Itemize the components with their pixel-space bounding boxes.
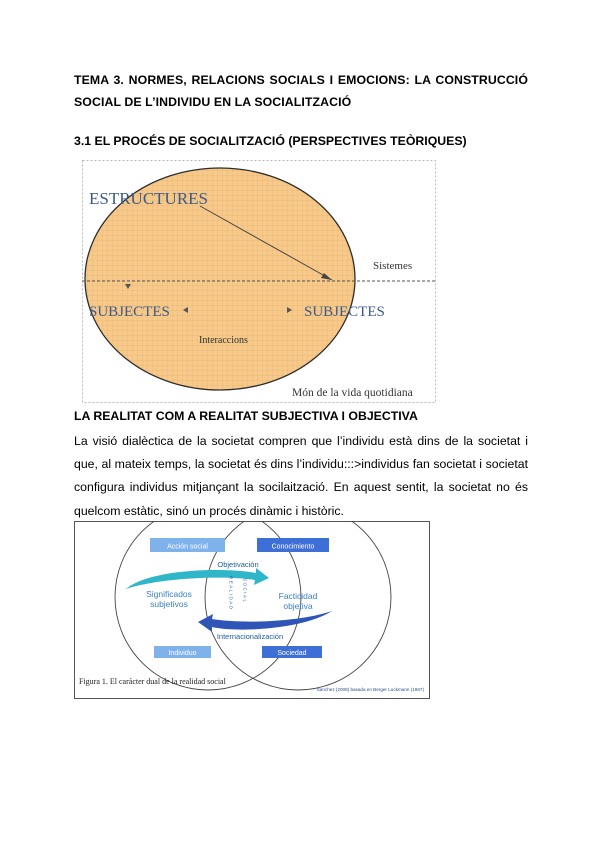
label-conocimiento: Conocimiento: [271, 543, 315, 551]
label-subjectes-left: SUBJECTES: [89, 304, 170, 320]
label-sociedad: Sociedad: [277, 650, 307, 657]
label-social-vertical: SOCIAL: [242, 578, 248, 604]
figure2-border: [75, 522, 430, 699]
section2-heading: LA REALITAT COM A REALITAT SUBJECTIVA I OBJECTIVA: [74, 409, 418, 423]
section2-paragraph: La visió dialèctica de la societat compren que l’individu està dins de la societat i que, al mateix temps, la societat és dins l’individu:::>individus fan societat i societat configura individus mitjançant la socilaització. En aquest sentit, la societat no és quelcom estàtic, sinó un procés dinàmic i històric.: [74, 434, 528, 518]
label-mon: Món de la vida quotidiana: [292, 387, 413, 399]
social-reality-figure: [74, 521, 430, 699]
section-title: 3.1 EL PROCÉS DE SOCIALITZACIÓ (PERSPECTIVES TEÒRIQUES): [74, 134, 467, 148]
label-significados-2: subjetivos: [150, 599, 188, 609]
label-accion-social: Acción social: [167, 543, 208, 551]
socialization-diagram: [82, 160, 436, 403]
label-subjectes-right: SUBJECTES: [304, 304, 385, 320]
figure2-caption: Figura 1. El carácter dual de la realidad social: [79, 677, 226, 686]
label-significados-1: Significados: [146, 589, 192, 599]
label-facticidad-2: objetiva: [283, 601, 313, 611]
label-facticidad-1: Facticidad: [278, 591, 318, 601]
social-reality-svg: [74, 521, 430, 699]
page-title: TEMA 3. NORMES, RELACIONS SOCIALS I EMOCIONS: LA CONSTRUCCIÓ SOCIAL DE L’INDIVIDU EN LA SOCIALITZACIÓ: [74, 73, 528, 109]
label-objetivacion: Objetivación: [217, 560, 259, 569]
label-internacionalizacion: Internacionalización: [216, 632, 284, 641]
socialization-diagram-svg: [82, 160, 436, 403]
label-interaccions: Interaccions: [199, 335, 248, 346]
label-individuo: Individuo: [168, 650, 197, 657]
label-realidad-vertical: REALIDAD: [228, 576, 234, 611]
label-sistemes: Sistemes: [373, 260, 413, 272]
figure2-source: Sanchez (2008) basada en Berger Luckmann (1967): [316, 687, 424, 692]
label-estructures: ESTRUCTURES: [89, 189, 209, 208]
